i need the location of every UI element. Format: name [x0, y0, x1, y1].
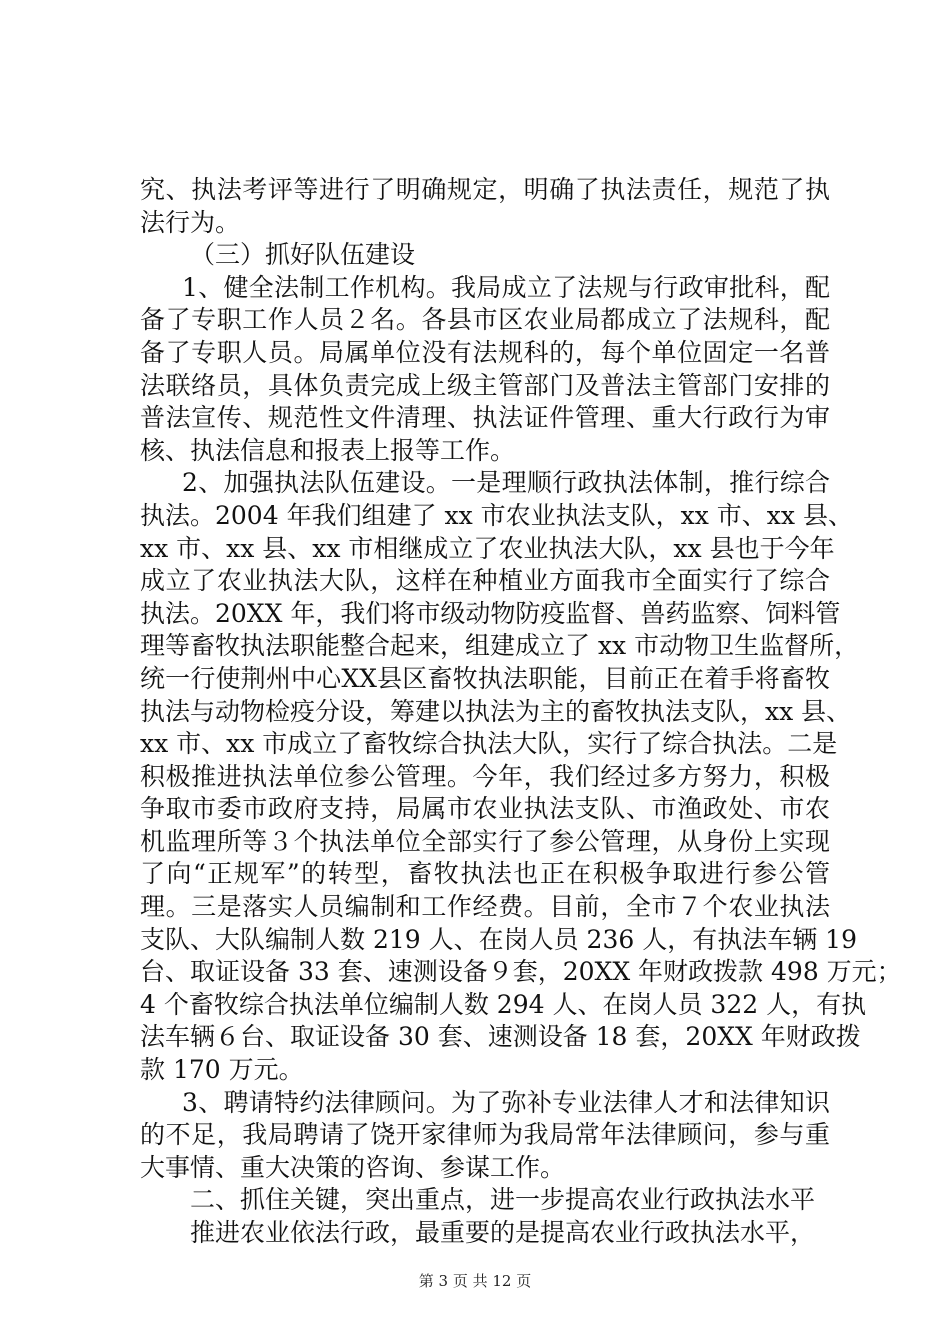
text-line: 款 170 万元。 — [140, 1055, 304, 1085]
text-line: 二、抓住关键，突出重点，进一步提高农业行政执法水平 — [190, 1185, 816, 1215]
text-line: 积极推进执法单位参公管理。今年，我们经过多方努力，积极 — [140, 761, 830, 791]
text-line: 普法宣传、规范性文件清理、执法证件管理、重大行政行为审 — [140, 403, 830, 433]
text-line: 4 个畜牧综合执法单位编制人数 294 人、在岗人员 322 人，有执 — [140, 989, 867, 1019]
text-line: 1、健全法制工作机构。我局成立了法规与行政审批科，配 — [182, 272, 830, 302]
text-line: 推进农业依法行政，最重要的是提高农业行政执法水平， — [190, 1218, 816, 1247]
text-line: （三）抓好队伍建设 — [190, 240, 416, 270]
text-line: 大事情、重大决策的咨询、参谋工作。 — [140, 1152, 566, 1182]
text-line: 成立了农业执法大队，这样在种植业方面我市全面实行了综合 — [140, 566, 830, 596]
text-line: xx 市、xx 市成立了畜牧综合执法大队，实行了综合执法。二是 — [140, 729, 838, 759]
text-line: 理。三是落实人员编制和工作经费。目前，全市７个农业执法 — [140, 892, 830, 922]
text-line: 争取市委市政府支持，局属市农业执法支队、市渔政处、市农 — [140, 794, 830, 824]
text-line: 理等畜牧执法职能整合起来，组建成立了 xx 市动物卫生监督所， — [140, 631, 860, 661]
text-line: 的不足，我局聘请了饶开家律师为我局常年法律顾问，参与重 — [140, 1120, 830, 1150]
text-line: 了向“正规军”的转型，畜牧执法也正在积极争取进行参公管 — [140, 859, 830, 889]
text-line: 3、聘请特约法律顾问。为了弥补专业法律人才和法律知识 — [182, 1087, 830, 1117]
text-line: 统一行使荆州中心XX县区畜牧执法职能，目前正在着手将畜牧 — [140, 663, 830, 693]
text-line: 支队、大队编制人数 219 人、在岗人员 236 人，有执法车辆 19 — [140, 924, 857, 954]
text-line: 备了专职工作人员２名。各县市区农业局都成立了法规科，配 — [140, 305, 830, 335]
text-line: 2、加强执法队伍建设。一是理顺行政执法体制，推行综合 — [182, 468, 830, 498]
text-line: 执法与动物检疫分设，筹建以执法为主的畜牧执法支队，xx 县、 — [140, 696, 852, 726]
page-footer: 第 3 页 共 12 页 — [418, 1272, 532, 1290]
text-line: 台、取证设备 33 套、速测设备９套，20XX 年财政拨款 498 万元； — [140, 957, 902, 987]
document-body — [140, 174, 902, 1250]
text-line: 机监理所等３个执法单位全部实行了参公管理，从身份上实现 — [140, 826, 830, 856]
text-line: xx 市、xx 县、xx 市相继成立了农业执法大队，xx 县也于今年 — [140, 533, 835, 563]
text-line: 法行为。 — [140, 207, 241, 237]
text-line: 法联络员，具体负责完成上级主管部门及普法主管部门安排的 — [140, 370, 830, 400]
text-line: 执法。20XX 年，我们将市级动物防疫监督、兽药监察、饲料管 — [140, 598, 841, 628]
text-line: 备了专职人员。局属单位没有法规科的，每个单位固定一名普 — [140, 337, 830, 367]
text-line: 究、执法考评等进行了明确规定，明确了执法责任，规范了执 — [140, 175, 830, 204]
text-line: 核、执法信息和报表上报等工作。 — [140, 435, 516, 465]
text-line: 法车辆６台、取证设备 30 套、速测设备 18 套，20XX 年财政拨 — [140, 1022, 861, 1052]
text-line: 执法。2004 年我们组建了 xx 市农业执法支队，xx 市、xx 县、 — [140, 500, 853, 530]
